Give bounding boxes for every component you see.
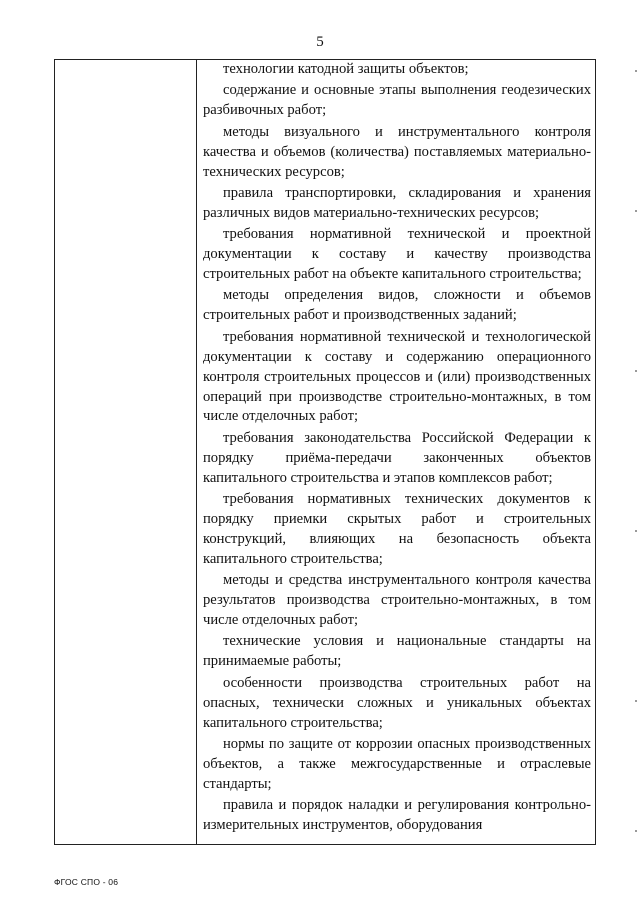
document-footer: ФГОС СПО - 06: [54, 877, 119, 887]
list-item: особенности производства строительных работ на опасных, технически сложных и уникальных объектах капитального строительства;: [203, 674, 591, 731]
list-item: требования законодательства Российской Федерации к порядку приёма-передачи законченных объектов капитального строительства и этапов комплексов работ;: [203, 429, 591, 486]
requirements-table: [54, 59, 596, 845]
column-divider: [196, 60, 197, 844]
list-item: технические условия и национальные стандарты на принимаемые работы;: [203, 633, 591, 670]
list-item: методы и средства инструментального контроля качества результатов производства строительно-монтажных, в том числе отделочных работ;: [203, 572, 591, 628]
list-item: содержание и основные этапы выполнения геодезических разбивочных работ;: [203, 82, 591, 119]
knowledge-list: [203, 60, 591, 844]
list-item: требования нормативной технической и технологической документации к составу и содержанию операционного контроля строительных процессов и (или) производственных операций при производстве строительно-монтажных, в том числе отделочных работ;: [203, 328, 591, 425]
list-item: методы визуального и инструментального контроля качества и объемов (количества) поставляемых материально-технических ресурсов;: [203, 123, 591, 180]
list-item: методы определения видов, сложности и объемов строительных работ и производственных заданий;: [203, 287, 591, 324]
list-item: технологии катодной защиты объектов;: [223, 61, 469, 77]
list-item: правила транспортировки, складирования и хранения различных видов материально-технических ресурсов;: [203, 184, 591, 221]
left-cell: [55, 60, 196, 844]
scan-edge-marks: [635, 60, 638, 840]
list-item: требования нормативных технических документов к порядку приемки скрытых работ и строительных конструкций, влияющих на безопасность объекта капитального строительства;: [203, 491, 591, 567]
list-item: требования нормативной технической и проектной документации к составу и качеству производства строительных работ на объекте капитального строительства;: [203, 226, 591, 283]
page-number: 5: [316, 34, 324, 50]
list-item: нормы по защите от коррозии опасных производственных объектов, а также межгосударственные и отраслевые стандарты;: [203, 735, 591, 792]
list-item: правила и порядок наладки и регулирования контрольно-измерительных инструментов, оборудования: [203, 797, 591, 834]
